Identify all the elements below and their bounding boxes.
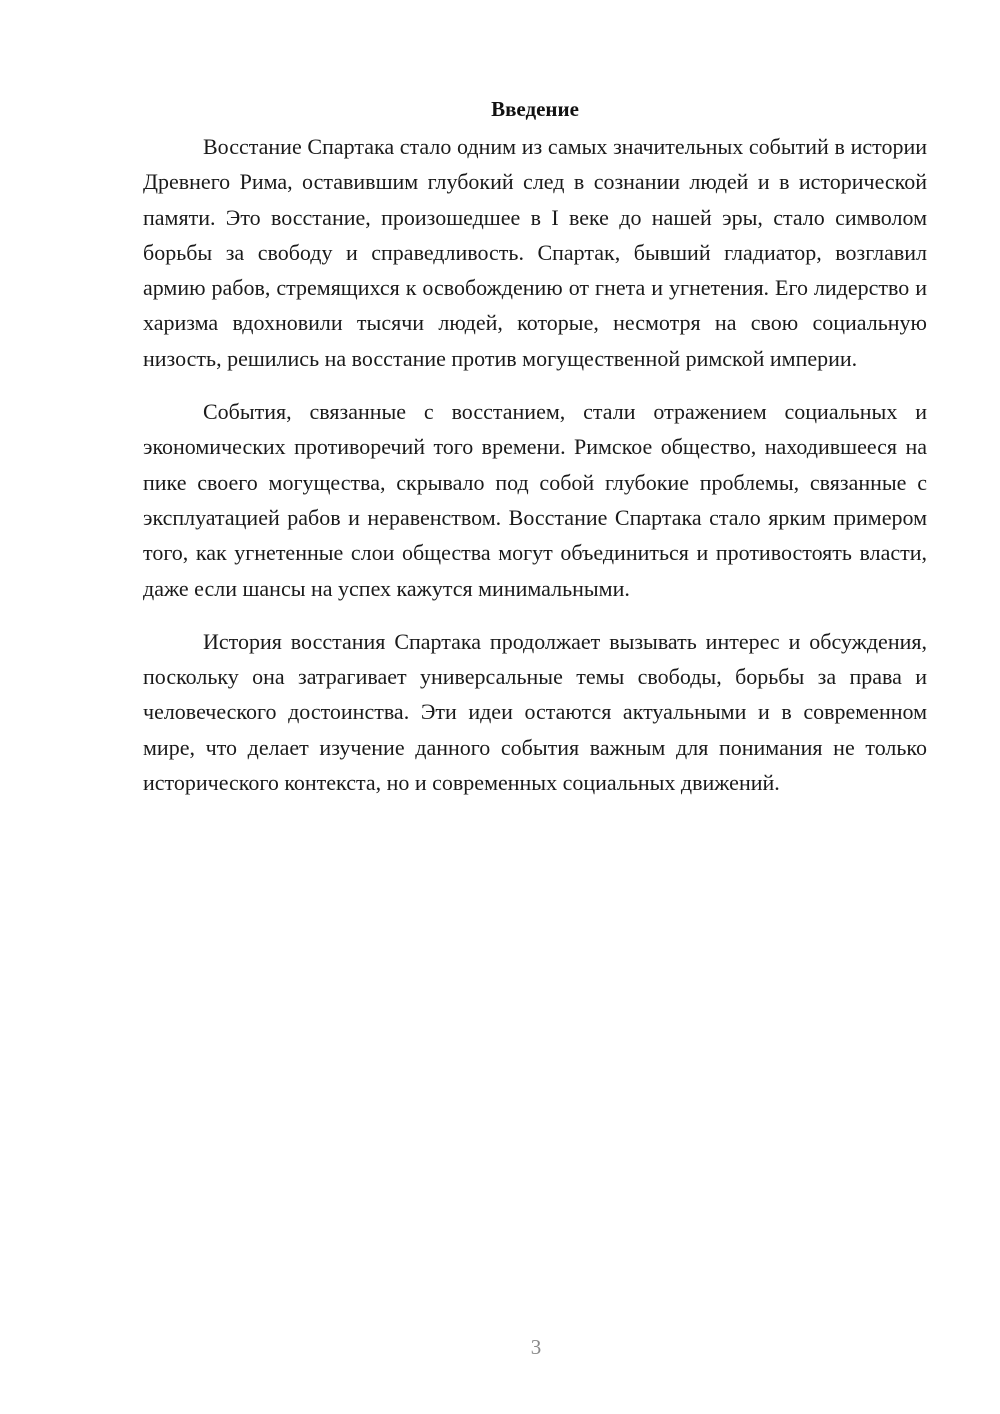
- page-content: [143, 94, 927, 800]
- section-heading: Введение: [491, 97, 579, 121]
- paragraph-1: Восстание Спартака стало одним из самых значительных событий в истории Древнего Рима, оставившим глубокий след в сознании людей и в исторической памяти. Это восстание, произошедшее в I веке до нашей эры, стало символом борьбы за свободу и справедливость. Спартак, бывший гладиатор, возглавил армию рабов, стремящихся к освобождению от гнета и угнетения. Его лидерство и харизма вдохновили тысячи людей, которые, несмотря на свою социальную низость, решились на восстание против могущественной римской империи.: [143, 134, 927, 371]
- paragraph-3: История восстания Спартака продолжает вызывать интерес и обсуждения, поскольку она затрагивает универсальные темы свободы, борьбы за права и человеческого достоинства. Эти идеи остаются актуальными и в современном мире, что делает изучение данного события важным для понимания не только исторического контекста, но и современных социальных движений.: [143, 628, 927, 796]
- paragraph-2: События, связанные с восстанием, стали отражением социальных и экономических противоречий того времени. Римское общество, находившееся на пике своего могущества, скрывало под собой глубокие проблемы, связанные с эксплуатацией рабов и неравенством. Восстание Спартака стало ярким примером того, как угнетенные слои общества могут объединиться и противостоять власти, даже если шансы на успех кажутся минимальными.: [143, 399, 927, 601]
- page-number: 3: [530, 1335, 542, 1359]
